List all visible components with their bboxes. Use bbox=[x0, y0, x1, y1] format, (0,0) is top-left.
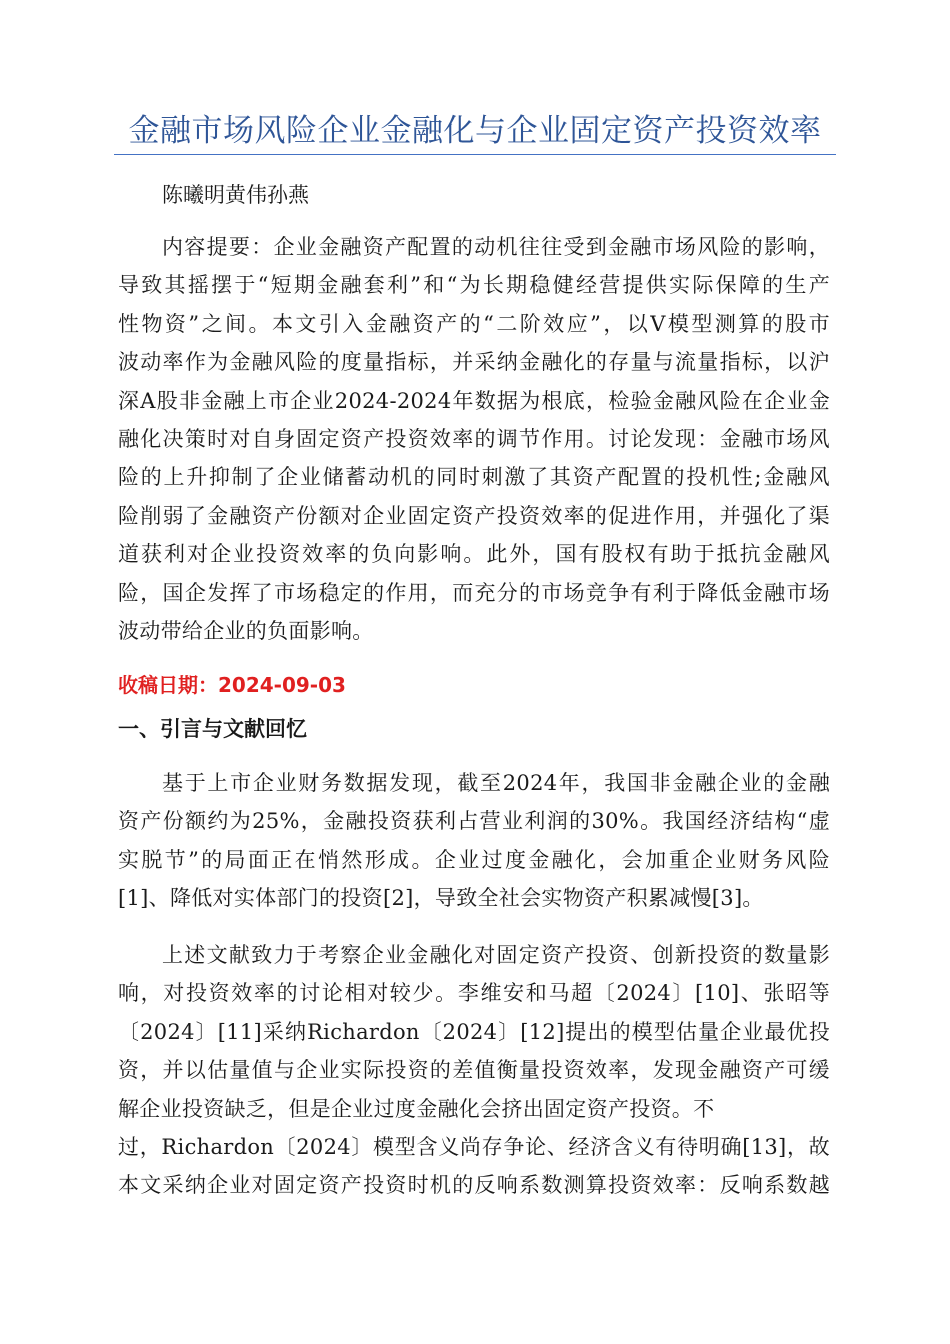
abstract-paragraph bbox=[118, 228, 830, 650]
abstract-line: 险削弱了金融资产份额对企业固定资产投资效率的促进作用，并强化了渠 bbox=[118, 503, 830, 528]
received-date: 收稿日期：2024-09-03 bbox=[118, 673, 346, 697]
body-line: 上述文献致力于考察企业金融化对固定资产投资、创新投资的数量影 bbox=[162, 943, 830, 967]
abstract-line: 波动率作为金融风险的度量指标，并采纳金融化的存量与流量指标，以沪 bbox=[118, 350, 830, 375]
body-line: 本文采纳企业对固定资产投资时机的反响系数测算投资效率：反响系数越 bbox=[118, 1173, 830, 1198]
abstract-line: 融化决策时对自身固定资产投资效率的调节作用。讨论发现：金融市场风 bbox=[118, 426, 830, 451]
section-heading: 一、引言与文献回忆 bbox=[118, 717, 307, 741]
title-underline bbox=[114, 154, 836, 155]
body-line: 解企业投资缺乏，但是企业过度金融化会挤出固定资产投资。不 bbox=[118, 1096, 715, 1121]
abstract-line: 导致其摇摆于“短期金融套利”和“为长期稳健经营提供实际保障的生产 bbox=[118, 273, 830, 298]
body-line: 资，并以估量值与企业实际投资的差值衡量投资效率，发现金融资产可缓 bbox=[118, 1058, 830, 1083]
abstract-line: 道获利对企业投资效率的负向影响。此外，国有股权有助于抵抗金融风 bbox=[118, 542, 830, 567]
abstract-line: 险，国企发挥了市场稳定的作用，而充分的市场竞争有利于降低金融市场 bbox=[118, 580, 830, 605]
abstract-line: 险的上升抑制了企业储蓄动机的同时刺激了其资产配置的投机性;金融风 bbox=[118, 465, 830, 490]
body-line: [1]、降低对实体部门的投资[2]，导致全社会实物资产积累减慢[3]。 bbox=[118, 886, 764, 911]
abstract-line: 内容提要：企业金融资产配置的动机往往受到金融市场风险的影响， bbox=[162, 235, 830, 259]
body-line: 实脱节”的局面正在悄然形成。企业过度金融化，会加重企业财务风险 bbox=[118, 847, 830, 872]
body-line: 响，对投资效率的讨论相对较少。李维安和马超〔2024〕[10]、张昭等 bbox=[118, 981, 830, 1006]
authors: 陈曦明黄伟孙燕 bbox=[162, 183, 309, 207]
abstract-line: 性物资”之间。本文引入金融资产的“二阶效应”，以V模型测算的股市 bbox=[118, 311, 830, 336]
document-title: 金融市场风险企业金融化与企业固定资产投资效率 bbox=[128, 113, 822, 149]
body-line: 资产份额约为25%，金融投资获利占营业利润的30%。我国经济结构“虚 bbox=[118, 809, 830, 834]
abstract-line: 深A股非金融上市企业2024-2024年数据为根底，检验金融风险在企业金 bbox=[118, 388, 830, 413]
body-line: 〔2024〕[11]采纳Richardon〔2024〕[12]提出的模型估量企业最优投 bbox=[118, 1019, 830, 1044]
abstract-line: 波动带给企业的负面影响。 bbox=[118, 618, 374, 643]
body-paragraph-1 bbox=[118, 764, 830, 918]
body-line: 基于上市企业财务数据发现，截至2024年，我国非金融企业的金融 bbox=[162, 771, 830, 795]
body-line: 过，Richardon〔2024〕模型含义尚存争论、经济含义有待明确[13]，故 bbox=[118, 1134, 830, 1159]
body-paragraph-2 bbox=[118, 936, 830, 1205]
